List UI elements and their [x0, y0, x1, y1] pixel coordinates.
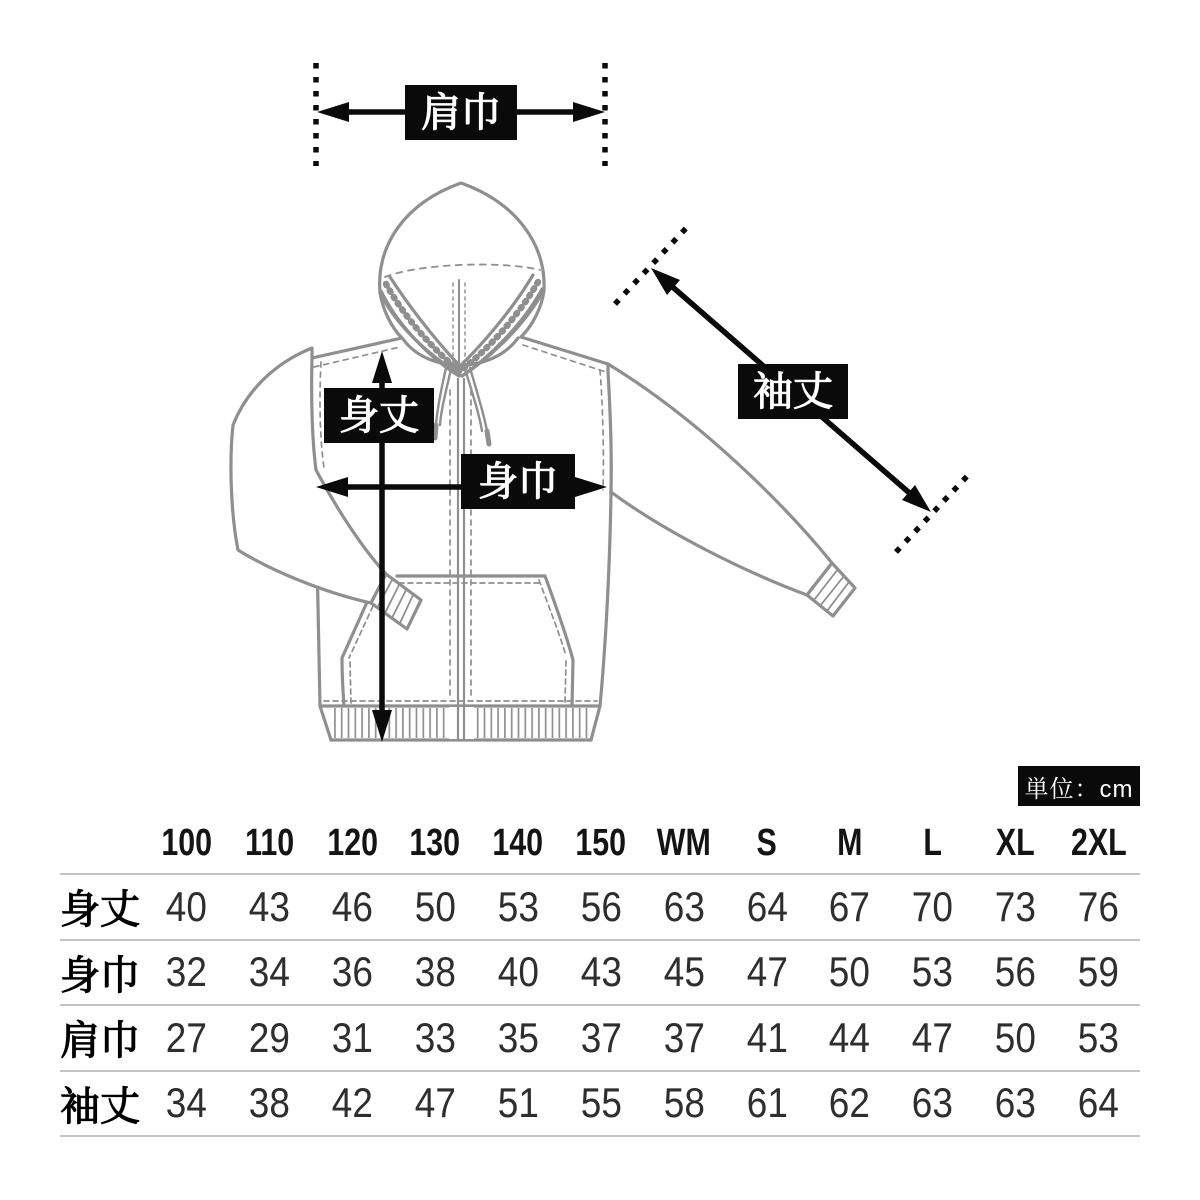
value-cell: 35 [497, 1013, 539, 1061]
value-cell: 32 [165, 948, 208, 996]
hood [380, 183, 544, 376]
value-cell: 50 [995, 1013, 1037, 1061]
col-header-l: L [923, 821, 942, 864]
value-cell: 64 [746, 882, 788, 930]
col-header-150: 150 [575, 821, 627, 864]
col-header-110: 110 [244, 821, 294, 864]
value-cell: 70 [912, 882, 954, 930]
value-cell: 61 [746, 1079, 788, 1127]
col-header-2xl: 2XL [1070, 821, 1127, 864]
unit-badge-text: 単位：cm [1024, 775, 1134, 803]
value-cell: 76 [1077, 882, 1120, 930]
value-cell: 50 [829, 948, 871, 996]
size-table-header-row [60, 813, 1140, 875]
value-cell: 64 [1077, 1079, 1120, 1127]
value-cell: 58 [663, 1079, 705, 1127]
col-header-120: 120 [326, 821, 378, 864]
shoulder-width-label-text: 肩巾 [421, 91, 501, 135]
value-cell: 47 [912, 1013, 954, 1061]
drawstrings [435, 368, 489, 444]
table-row-sleeve-length [60, 1072, 1140, 1138]
table-row-body-width [60, 941, 1140, 1007]
value-cell: 38 [414, 948, 456, 996]
value-cell: 63 [995, 1079, 1037, 1127]
col-header-140: 140 [492, 821, 544, 864]
value-cell: 46 [331, 882, 373, 930]
value-cell: 29 [248, 1013, 290, 1061]
row-label: 肩巾 [60, 1019, 140, 1064]
value-cell: 67 [829, 882, 871, 930]
sleeve-length-label [738, 364, 848, 419]
value-cell: 63 [663, 882, 705, 930]
row-label: 袖丈 [60, 1084, 140, 1129]
col-header-s: S [756, 821, 778, 864]
value-cell: 41 [746, 1013, 788, 1061]
value-cell: 53 [497, 882, 539, 930]
value-cell: 37 [580, 1013, 622, 1061]
zipper [449, 379, 474, 739]
value-cell: 43 [248, 882, 290, 930]
value-cell: 34 [248, 948, 290, 996]
size-table [60, 813, 1140, 1137]
value-cell: 33 [414, 1013, 456, 1061]
shoulder-width-label [405, 85, 517, 140]
col-header-wm: WM [656, 821, 711, 864]
value-cell: 53 [1077, 1013, 1120, 1061]
row-label: 身丈 [60, 888, 140, 933]
value-cell: 73 [995, 882, 1037, 930]
value-cell: 31 [331, 1013, 373, 1061]
value-cell: 36 [331, 948, 373, 996]
value-cell: 40 [497, 948, 539, 996]
value-cell: 56 [995, 948, 1037, 996]
sleeve-length-label-text: 袖丈 [753, 370, 833, 414]
col-header-130: 130 [409, 821, 461, 864]
table-row-shoulder-width [60, 1006, 1140, 1072]
value-cell: 50 [414, 882, 456, 930]
value-cell: 34 [165, 1079, 208, 1127]
body-width-label [461, 454, 575, 509]
body-width-label-text: 身巾 [478, 460, 558, 504]
col-header-m: M [837, 821, 863, 864]
value-cell: 44 [829, 1013, 871, 1061]
col-header-xl: XL [996, 821, 1036, 864]
value-cell: 56 [580, 882, 622, 930]
value-cell: 51 [497, 1079, 539, 1127]
value-cell: 37 [663, 1013, 705, 1061]
value-cell: 45 [663, 948, 705, 996]
value-cell: 43 [580, 948, 622, 996]
value-cell: 47 [414, 1079, 456, 1127]
value-cell: 47 [746, 948, 788, 996]
col-header-100: 100 [161, 821, 212, 864]
table-row-body-length [60, 875, 1140, 941]
value-cell: 53 [912, 948, 954, 996]
body-length-label-text: 身丈 [339, 394, 419, 438]
value-cell: 62 [829, 1079, 871, 1127]
row-label: 身巾 [60, 953, 140, 998]
unit-badge [1018, 766, 1140, 806]
value-cell: 27 [165, 1013, 208, 1061]
body-length-label [324, 388, 434, 443]
value-cell: 55 [580, 1079, 622, 1127]
value-cell: 42 [331, 1079, 373, 1127]
value-cell: 63 [912, 1079, 954, 1127]
value-cell: 59 [1077, 948, 1120, 996]
value-cell: 40 [165, 882, 208, 930]
value-cell: 38 [248, 1079, 290, 1127]
